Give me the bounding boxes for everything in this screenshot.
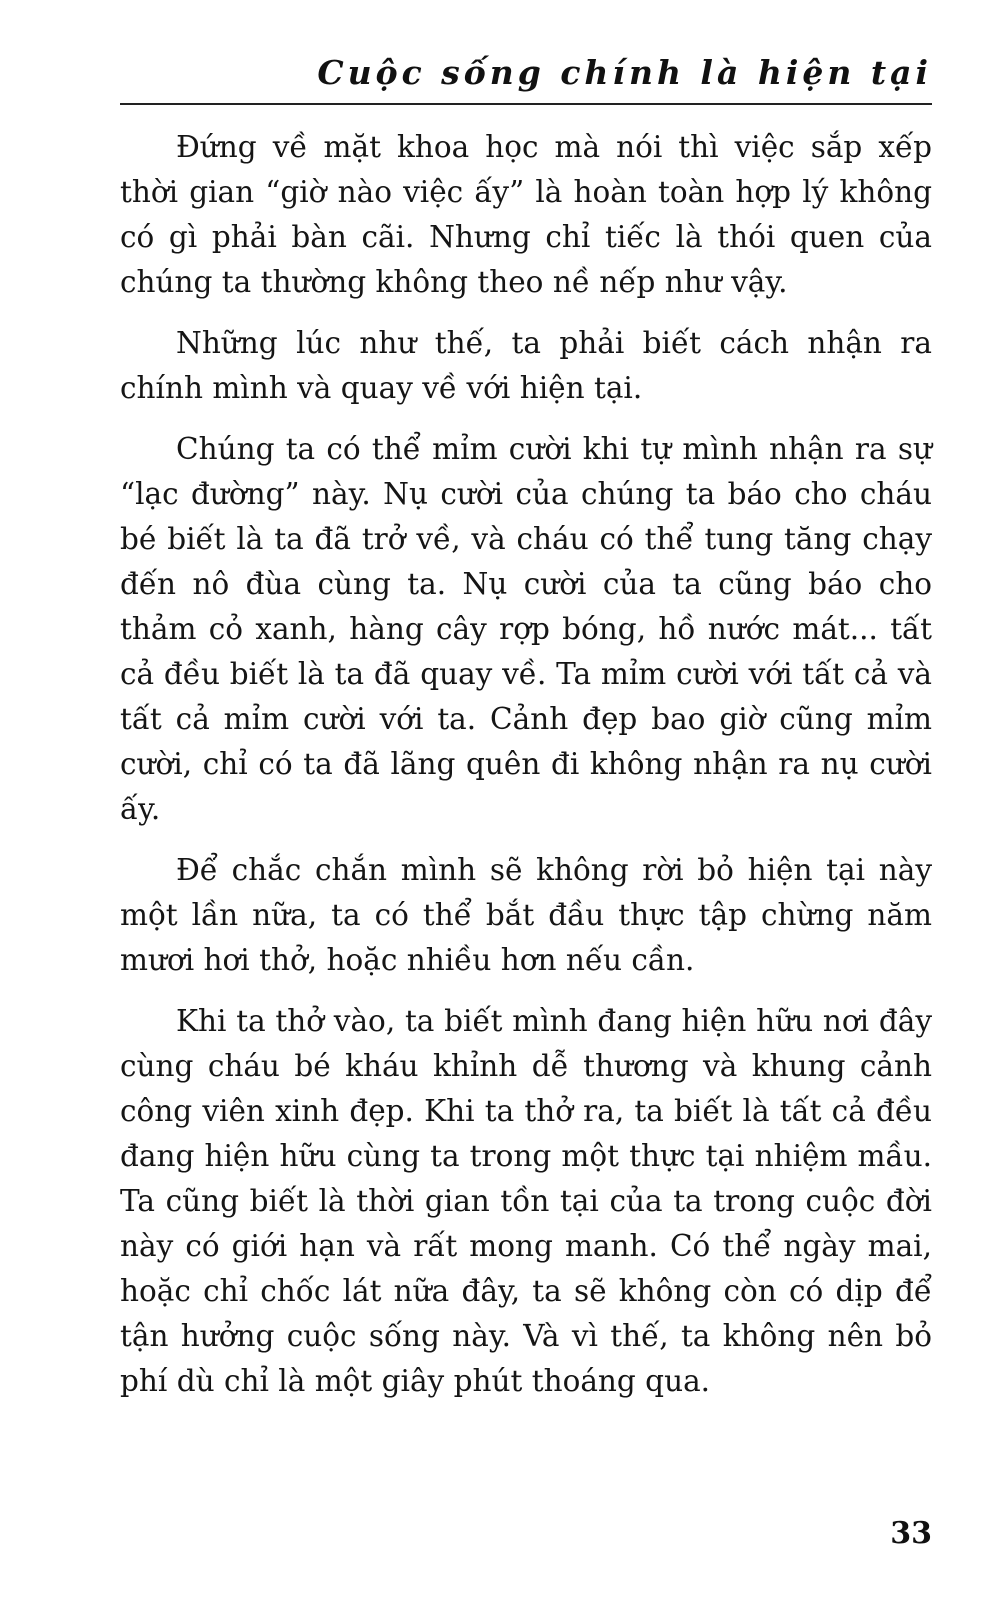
paragraph-1: Đứng về mặt khoa học mà nói thì việc sắp xếp thời gian “giờ nào việc ấy” là hoàn toàn hợp lý không có gì phải bàn cãi. Nhưng chỉ tiếc là thói quen của chúng ta thường không theo nề nếp như vậy. xyxy=(120,130,932,299)
running-header-title: Cuộc sống chính là hiện tại xyxy=(317,53,932,92)
paragraph-3: Chúng ta có thể mỉm cười khi tự mình nhận ra sự “lạc đường” này. Nụ cười của chúng ta báo cho cháu bé biết là ta đã trở về, và cháu có thể tung tăng chạy đến nô đùa cùng ta. Nụ cười của ta cũng báo cho thảm cỏ xanh, hàng cây rợp bóng, hồ nước mát... tất cả đều biết là ta đã quay về. Ta mỉm cười với tất cả và tất cả mỉm cười với ta. Cảnh đẹp bao giờ cũng mỉm cười, chỉ có ta đã lãng quên đi không nhận ra nụ cười ấy. xyxy=(120,432,932,826)
paragraph-5: Khi ta thở vào, ta biết mình đang hiện hữu nơi đây cùng cháu bé kháu khỉnh dễ thương và khung cảnh công viên xinh đẹp. Khi ta thở ra, ta biết là tất cả đều đang hiện hữu cùng ta trong một thực tại nhiệm mầu. Ta cũng biết là thời gian tồn tại của ta trong cuộc đời này có giới hạn và rất mong manh. Có thể ngày mai, hoặc chỉ chốc lát nữa đây, ta sẽ không còn có dịp để tận hưởng cuộc sống này. Và vì thế, ta không nên bỏ phí dù chỉ là một giây phút thoáng qua. xyxy=(120,1004,932,1398)
paragraph-4: Để chắc chắn mình sẽ không rời bỏ hiện tại này một lần nữa, ta có thể bắt đầu thực tập chừng năm mươi hơi thở, hoặc nhiều hơn nếu cần. xyxy=(120,853,932,977)
page-number: 33 xyxy=(890,1516,932,1551)
paragraph-2: Những lúc như thế, ta phải biết cách nhận ra chính mình và quay về với hiện tại. xyxy=(120,326,932,405)
header-divider xyxy=(120,103,932,105)
body-text xyxy=(120,125,932,1420)
